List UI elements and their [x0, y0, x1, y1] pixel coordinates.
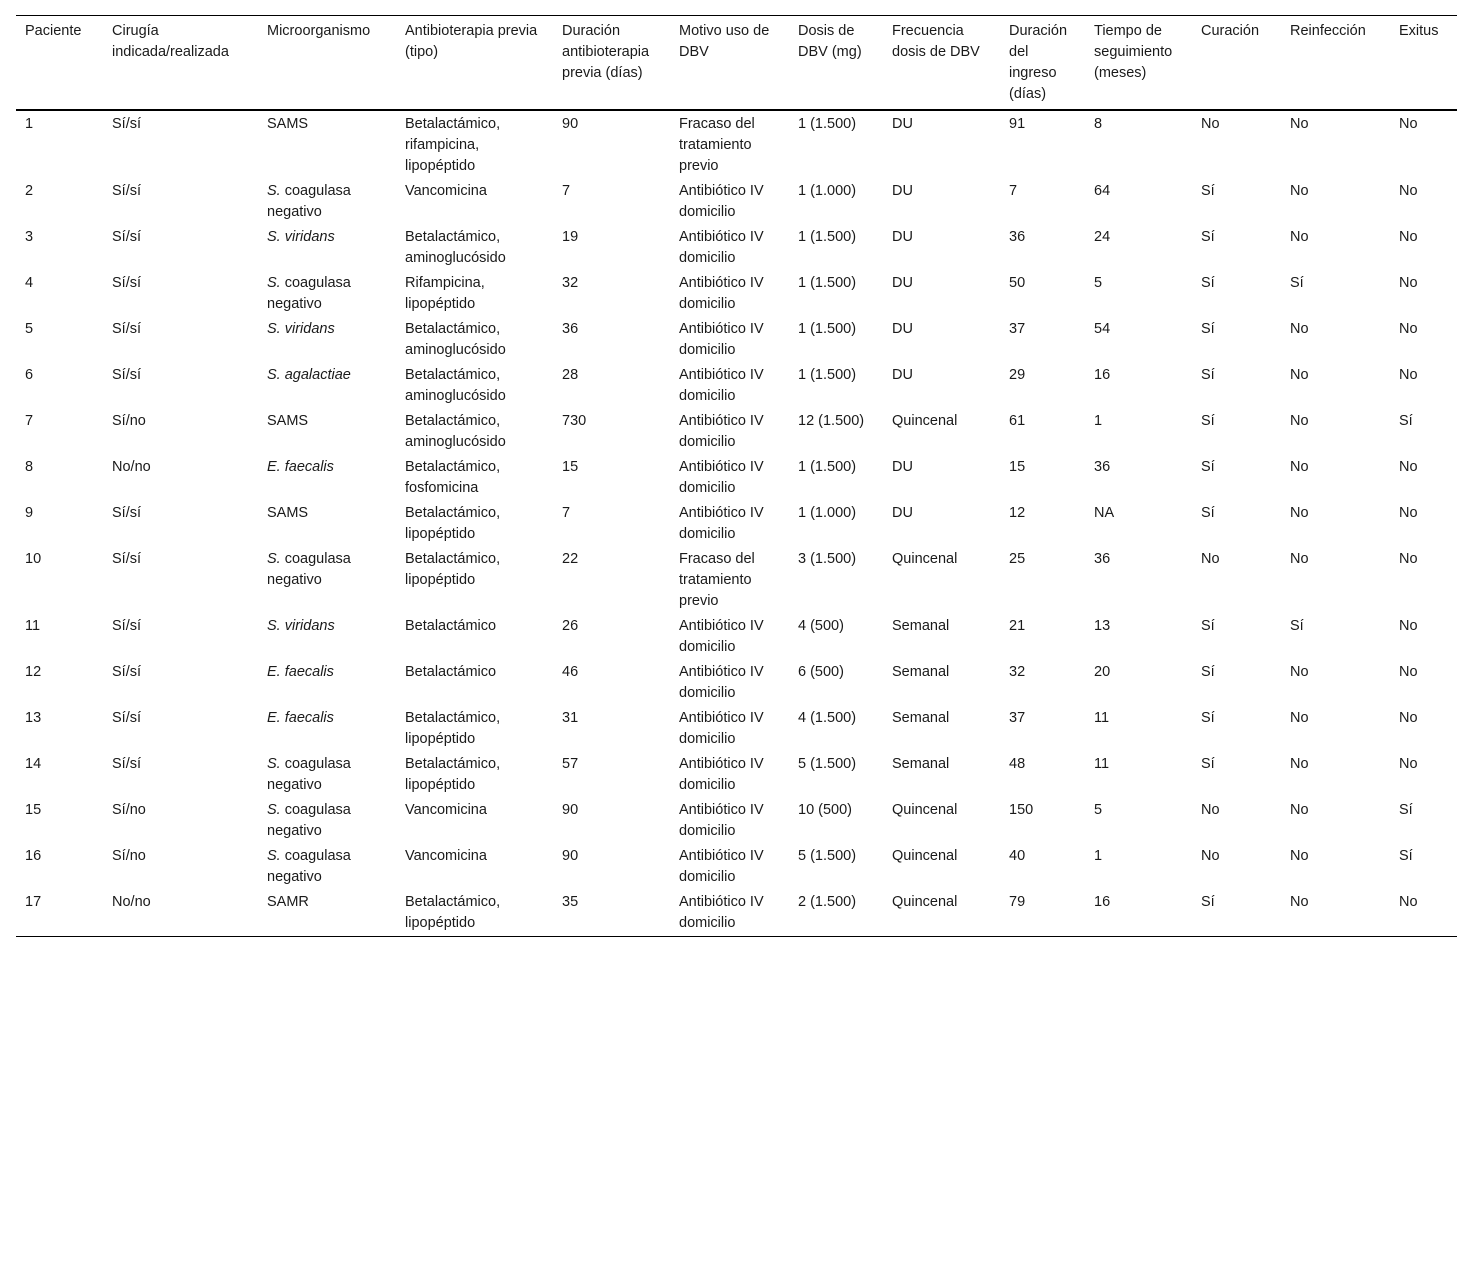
cell-dosis: 1 (1.500) — [798, 321, 857, 337]
cell-dosis: 1 (1.000) — [798, 183, 857, 199]
cell-duracion-antibioterapia: 90 — [562, 848, 579, 864]
cell-exitus: No — [1399, 459, 1418, 475]
cell-seguimiento: 36 — [1094, 459, 1111, 475]
column-header-paciente: Paciente — [25, 23, 82, 39]
microorganism-rest: coagulasa negativo — [267, 848, 351, 885]
table-row — [16, 798, 1457, 844]
cell-microorganismo — [258, 110, 396, 179]
cell-dosis: 1 (1.500) — [798, 367, 857, 383]
cell-microorganismo — [258, 317, 396, 363]
cell-curacion: Sí — [1201, 367, 1215, 383]
cell-seguimiento: 54 — [1094, 321, 1111, 337]
microorganism-italic: S. — [267, 551, 281, 567]
cell-dosis: 4 (1.500) — [798, 710, 857, 726]
cell-motivo: Antibiótico IV domicilio — [679, 710, 764, 747]
cell-cirugia: Sí/sí — [112, 321, 142, 337]
cell-motivo: Antibiótico IV domicilio — [679, 367, 764, 404]
cell-frecuencia: DU — [892, 183, 913, 199]
cell-reinfeccion: No — [1290, 894, 1309, 910]
cell-cirugia: Sí/sí — [112, 116, 142, 132]
cell-curacion: Sí — [1201, 710, 1215, 726]
table-row — [16, 271, 1457, 317]
cell-motivo: Antibiótico IV domicilio — [679, 618, 764, 655]
cell-curacion: Sí — [1201, 229, 1215, 245]
table-row — [16, 614, 1457, 660]
table-body — [16, 110, 1457, 937]
cell-curacion: Sí — [1201, 618, 1215, 634]
cell-curacion: Sí — [1201, 321, 1215, 337]
cell-microorganismo — [258, 225, 396, 271]
microorganism-italic: S. — [267, 756, 281, 772]
cell-reinfeccion: No — [1290, 710, 1309, 726]
cell-motivo: Antibiótico IV domicilio — [679, 413, 764, 450]
microorganism-italic: S. agalactiae — [267, 367, 351, 383]
cell-reinfeccion: No — [1290, 183, 1309, 199]
table-row — [16, 455, 1457, 501]
cell-dosis: 1 (1.500) — [798, 275, 857, 291]
cell-duracion-antibioterapia: 36 — [562, 321, 579, 337]
cell-motivo: Fracaso del tratamiento previo — [679, 551, 755, 609]
cell-duracion-ingreso: 32 — [1009, 664, 1026, 680]
cell-duracion-ingreso: 150 — [1009, 802, 1034, 818]
column-header-curacion: Curación — [1201, 23, 1260, 39]
cell-duracion-ingreso: 7 — [1009, 183, 1018, 199]
cell-cirugia: Sí/no — [112, 848, 146, 864]
cell-curacion: Sí — [1201, 664, 1215, 680]
table-row — [16, 501, 1457, 547]
cell-motivo: Antibiótico IV domicilio — [679, 848, 764, 885]
cell-duracion-antibioterapia: 28 — [562, 367, 579, 383]
microorganism-italic: S. viridans — [267, 229, 335, 245]
cell-exitus: No — [1399, 321, 1418, 337]
cell-dosis: 4 (500) — [798, 618, 844, 634]
table-row — [16, 890, 1457, 937]
cell-reinfeccion: No — [1290, 367, 1309, 383]
microorganism-italic: S. — [267, 275, 281, 291]
cell-dosis: 2 (1.500) — [798, 894, 857, 910]
cell-exitus: No — [1399, 551, 1418, 567]
cell-duracion-ingreso: 25 — [1009, 551, 1026, 567]
cell-dosis: 6 (500) — [798, 664, 844, 680]
cell-exitus: No — [1399, 664, 1418, 680]
table-row — [16, 660, 1457, 706]
cell-duracion-antibioterapia: 46 — [562, 664, 579, 680]
cell-antibioterapia: Betalactámico, lipopéptido — [405, 756, 501, 793]
cell-microorganismo — [258, 547, 396, 614]
table-row — [16, 706, 1457, 752]
cell-antibioterapia: Betalactámico — [405, 664, 497, 680]
cell-antibioterapia: Betalactámico, lipopéptido — [405, 894, 501, 931]
cell-antibioterapia: Betalactámico, fosfomicina — [405, 459, 501, 496]
cell-reinfeccion: No — [1290, 848, 1309, 864]
cell-exitus: No — [1399, 229, 1418, 245]
microorganism-rest: SAMR — [267, 894, 309, 910]
column-header-seguimiento: Tiempo de seguimiento (meses) — [1094, 23, 1173, 81]
cell-duracion-ingreso: 37 — [1009, 710, 1026, 726]
microorganism-rest: SAMS — [267, 413, 309, 429]
cell-duracion-ingreso: 29 — [1009, 367, 1026, 383]
table-header — [16, 16, 1457, 111]
cell-cirugia: Sí/sí — [112, 618, 142, 634]
cell-microorganismo — [258, 455, 396, 501]
cell-reinfeccion: No — [1290, 459, 1309, 475]
microorganism-rest: coagulasa negativo — [267, 183, 351, 220]
microorganism-italic: S. — [267, 802, 281, 818]
cell-duracion-ingreso: 36 — [1009, 229, 1026, 245]
cell-paciente: 2 — [25, 183, 34, 199]
cell-microorganismo — [258, 798, 396, 844]
cell-microorganismo — [258, 501, 396, 547]
cell-seguimiento: 11 — [1094, 710, 1110, 726]
cell-microorganismo — [258, 363, 396, 409]
cell-motivo: Antibiótico IV domicilio — [679, 183, 764, 220]
cell-duracion-antibioterapia: 35 — [562, 894, 579, 910]
cell-antibioterapia: Betalactámico, aminoglucósido — [405, 367, 506, 404]
cell-cirugia: Sí/sí — [112, 756, 142, 772]
column-header-motivo: Motivo uso de DBV — [679, 23, 770, 60]
column-header-reinfeccion: Reinfección — [1290, 23, 1366, 39]
cell-frecuencia: DU — [892, 275, 913, 291]
cell-reinfeccion: No — [1290, 321, 1309, 337]
cell-motivo: Antibiótico IV domicilio — [679, 459, 764, 496]
cell-seguimiento: 16 — [1094, 894, 1111, 910]
table-row — [16, 547, 1457, 614]
cell-duracion-antibioterapia: 730 — [562, 413, 587, 429]
microorganism-italic: S. — [267, 183, 281, 199]
cell-motivo: Fracaso del tratamiento previo — [679, 116, 755, 174]
cell-reinfeccion: No — [1290, 229, 1309, 245]
cell-duracion-antibioterapia: 19 — [562, 229, 579, 245]
cell-reinfeccion: No — [1290, 664, 1309, 680]
table-row — [16, 317, 1457, 363]
cell-curacion: Sí — [1201, 413, 1215, 429]
cell-seguimiento: 13 — [1094, 618, 1111, 634]
cell-curacion: Sí — [1201, 275, 1215, 291]
cell-cirugia: Sí/sí — [112, 229, 142, 245]
cell-microorganismo — [258, 890, 396, 937]
microorganism-rest: SAMS — [267, 505, 309, 521]
table-row — [16, 409, 1457, 455]
microorganism-rest: coagulasa negativo — [267, 802, 351, 839]
cell-seguimiento: 1 — [1094, 848, 1103, 864]
cell-frecuencia: Quincenal — [892, 802, 958, 818]
cell-motivo: Antibiótico IV domicilio — [679, 756, 764, 793]
cell-paciente: 11 — [25, 618, 41, 634]
cell-duracion-antibioterapia: 7 — [562, 505, 571, 521]
microorganism-rest: coagulasa negativo — [267, 756, 351, 793]
cell-paciente: 13 — [25, 710, 42, 726]
cell-curacion: No — [1201, 802, 1220, 818]
cell-exitus: No — [1399, 183, 1418, 199]
cell-microorganismo — [258, 271, 396, 317]
microorganism-italic: E. faecalis — [267, 664, 334, 680]
cell-paciente: 12 — [25, 664, 42, 680]
cell-dosis: 10 (500) — [798, 802, 853, 818]
cell-seguimiento: 24 — [1094, 229, 1111, 245]
cell-frecuencia: DU — [892, 321, 913, 337]
cell-seguimiento: 5 — [1094, 802, 1103, 818]
cell-dosis: 1 (1.500) — [798, 459, 857, 475]
cell-dosis: 1 (1.000) — [798, 505, 857, 521]
cell-exitus: No — [1399, 505, 1418, 521]
cell-paciente: 10 — [25, 551, 42, 567]
cell-frecuencia: DU — [892, 116, 913, 132]
cell-cirugia: Sí/sí — [112, 505, 142, 521]
cell-antibioterapia: Vancomicina — [405, 848, 487, 864]
cell-reinfeccion: Sí — [1290, 275, 1304, 291]
cell-paciente: 16 — [25, 848, 42, 864]
cell-microorganismo — [258, 614, 396, 660]
cell-duracion-ingreso: 15 — [1009, 459, 1026, 475]
cell-exitus: No — [1399, 116, 1418, 132]
cell-motivo: Antibiótico IV domicilio — [679, 505, 764, 542]
cell-reinfeccion: No — [1290, 551, 1309, 567]
cell-reinfeccion: No — [1290, 505, 1309, 521]
cell-dosis: 3 (1.500) — [798, 551, 857, 567]
cell-frecuencia: DU — [892, 505, 913, 521]
cell-cirugia: No/no — [112, 459, 151, 475]
cell-duracion-antibioterapia: 15 — [562, 459, 579, 475]
microorganism-italic: S. viridans — [267, 321, 335, 337]
cell-paciente: 9 — [25, 505, 34, 521]
cell-duracion-ingreso: 37 — [1009, 321, 1026, 337]
cell-duracion-antibioterapia: 22 — [562, 551, 579, 567]
cell-duracion-ingreso: 79 — [1009, 894, 1026, 910]
cell-antibioterapia: Betalactámico — [405, 618, 497, 634]
cell-cirugia: Sí/sí — [112, 367, 142, 383]
cell-paciente: 6 — [25, 367, 34, 383]
cell-exitus: No — [1399, 367, 1418, 383]
cell-dosis: 5 (1.500) — [798, 756, 857, 772]
cell-antibioterapia: Betalactámico, aminoglucósido — [405, 229, 506, 266]
cell-exitus: No — [1399, 618, 1418, 634]
cell-duracion-ingreso: 91 — [1009, 116, 1026, 132]
column-header-dosis: Dosis de DBV (mg) — [798, 23, 862, 60]
cell-curacion: Sí — [1201, 894, 1215, 910]
column-header-duracion-ingreso: Duración del ingreso (días) — [1009, 23, 1068, 102]
cell-duracion-ingreso: 61 — [1009, 413, 1026, 429]
cell-paciente: 17 — [25, 894, 42, 910]
table-row — [16, 844, 1457, 890]
cell-duracion-ingreso: 40 — [1009, 848, 1026, 864]
data-table — [16, 15, 1457, 937]
cell-curacion: No — [1201, 848, 1220, 864]
cell-exitus: No — [1399, 710, 1418, 726]
cell-reinfeccion: No — [1290, 756, 1309, 772]
cell-frecuencia: Semanal — [892, 710, 950, 726]
cell-reinfeccion: No — [1290, 802, 1309, 818]
cell-motivo: Antibiótico IV domicilio — [679, 321, 764, 358]
cell-curacion: Sí — [1201, 756, 1215, 772]
column-header-microorganismo: Microorganismo — [267, 23, 371, 39]
cell-microorganismo — [258, 409, 396, 455]
cell-antibioterapia: Vancomicina — [405, 802, 487, 818]
microorganism-italic: E. faecalis — [267, 459, 334, 475]
cell-paciente: 8 — [25, 459, 34, 475]
cell-cirugia: Sí/sí — [112, 551, 142, 567]
cell-cirugia: Sí/no — [112, 802, 146, 818]
cell-exitus: Sí — [1399, 802, 1413, 818]
cell-frecuencia: DU — [892, 459, 913, 475]
cell-microorganismo — [258, 179, 396, 225]
column-header-antibioterapia: Antibioterapia previa (tipo) — [405, 23, 538, 60]
table-row — [16, 179, 1457, 225]
cell-cirugia: Sí/sí — [112, 183, 142, 199]
cell-motivo: Antibiótico IV domicilio — [679, 275, 764, 312]
column-header-frecuencia: Frecuencia dosis de DBV — [892, 23, 980, 60]
cell-antibioterapia: Betalactámico, rifampicina, lipopéptido — [405, 116, 501, 174]
table-container — [16, 15, 1457, 937]
cell-antibioterapia: Betalactámico, aminoglucósido — [405, 413, 506, 450]
cell-duracion-antibioterapia: 90 — [562, 116, 579, 132]
cell-paciente: 1 — [25, 116, 34, 132]
cell-microorganismo — [258, 752, 396, 798]
cell-frecuencia: Quincenal — [892, 551, 958, 567]
cell-antibioterapia: Betalactámico, lipopéptido — [405, 505, 501, 542]
cell-seguimiento: 64 — [1094, 183, 1111, 199]
cell-curacion: Sí — [1201, 459, 1215, 475]
cell-seguimiento: 5 — [1094, 275, 1103, 291]
cell-seguimiento: 8 — [1094, 116, 1103, 132]
cell-microorganismo — [258, 660, 396, 706]
cell-duracion-antibioterapia: 32 — [562, 275, 579, 291]
cell-frecuencia: Quincenal — [892, 413, 958, 429]
cell-cirugia: Sí/no — [112, 413, 146, 429]
cell-antibioterapia: Rifampicina, lipopéptido — [405, 275, 485, 312]
microorganism-rest: coagulasa negativo — [267, 275, 351, 312]
cell-dosis: 12 (1.500) — [798, 413, 865, 429]
cell-motivo: Antibiótico IV domicilio — [679, 664, 764, 701]
cell-dosis: 5 (1.500) — [798, 848, 857, 864]
cell-duracion-ingreso: 12 — [1009, 505, 1026, 521]
cell-frecuencia: Semanal — [892, 664, 950, 680]
cell-cirugia: No/no — [112, 894, 151, 910]
cell-antibioterapia: Betalactámico, lipopéptido — [405, 710, 501, 747]
cell-seguimiento: 16 — [1094, 367, 1111, 383]
cell-paciente: 14 — [25, 756, 42, 772]
header-row — [16, 16, 1457, 111]
cell-curacion: No — [1201, 551, 1220, 567]
cell-cirugia: Sí/sí — [112, 275, 142, 291]
cell-reinfeccion: Sí — [1290, 618, 1304, 634]
table-row — [16, 752, 1457, 798]
cell-paciente: 3 — [25, 229, 34, 245]
cell-microorganismo — [258, 706, 396, 752]
cell-dosis: 1 (1.500) — [798, 229, 857, 245]
column-header-cirugia: Cirugía indicada/realizada — [112, 23, 229, 60]
cell-seguimiento: 20 — [1094, 664, 1111, 680]
table-row — [16, 363, 1457, 409]
cell-motivo: Antibiótico IV domicilio — [679, 229, 764, 266]
cell-curacion: No — [1201, 116, 1220, 132]
cell-seguimiento: NA — [1094, 505, 1115, 521]
cell-exitus: No — [1399, 756, 1418, 772]
cell-duracion-ingreso: 48 — [1009, 756, 1026, 772]
cell-exitus: No — [1399, 894, 1418, 910]
cell-microorganismo — [258, 844, 396, 890]
cell-cirugia: Sí/sí — [112, 664, 142, 680]
cell-duracion-antibioterapia: 7 — [562, 183, 571, 199]
microorganism-italic: E. faecalis — [267, 710, 334, 726]
cell-curacion: Sí — [1201, 505, 1215, 521]
cell-antibioterapia: Betalactámico, lipopéptido — [405, 551, 501, 588]
microorganism-rest: SAMS — [267, 116, 309, 132]
cell-paciente: 5 — [25, 321, 34, 337]
cell-exitus: Sí — [1399, 413, 1413, 429]
cell-frecuencia: Semanal — [892, 618, 950, 634]
cell-paciente: 4 — [25, 275, 34, 291]
column-header-exitus: Exitus — [1399, 23, 1439, 39]
cell-duracion-ingreso: 50 — [1009, 275, 1026, 291]
cell-frecuencia: Quincenal — [892, 894, 958, 910]
cell-cirugia: Sí/sí — [112, 710, 142, 726]
cell-paciente: 7 — [25, 413, 34, 429]
cell-duracion-antibioterapia: 26 — [562, 618, 579, 634]
cell-motivo: Antibiótico IV domicilio — [679, 894, 764, 931]
cell-frecuencia: Quincenal — [892, 848, 958, 864]
cell-seguimiento: 1 — [1094, 413, 1103, 429]
microorganism-italic: S. — [267, 848, 281, 864]
cell-motivo: Antibiótico IV domicilio — [679, 802, 764, 839]
cell-reinfeccion: No — [1290, 116, 1309, 132]
cell-duracion-antibioterapia: 90 — [562, 802, 579, 818]
cell-duracion-antibioterapia: 31 — [562, 710, 579, 726]
cell-exitus: No — [1399, 275, 1418, 291]
microorganism-italic: S. viridans — [267, 618, 335, 634]
cell-exitus: Sí — [1399, 848, 1413, 864]
column-header-duracion-antibioterapia: Duración antibioterapia previa (días) — [562, 23, 650, 81]
cell-reinfeccion: No — [1290, 413, 1309, 429]
cell-duracion-antibioterapia: 57 — [562, 756, 579, 772]
cell-antibioterapia: Vancomicina — [405, 183, 487, 199]
table-row — [16, 225, 1457, 271]
microorganism-rest: coagulasa negativo — [267, 551, 351, 588]
cell-duracion-ingreso: 21 — [1009, 618, 1026, 634]
cell-frecuencia: Semanal — [892, 756, 950, 772]
table-row — [16, 110, 1457, 179]
cell-paciente: 15 — [25, 802, 42, 818]
cell-dosis: 1 (1.500) — [798, 116, 857, 132]
cell-frecuencia: DU — [892, 229, 913, 245]
cell-seguimiento: 11 — [1094, 756, 1110, 772]
cell-curacion: Sí — [1201, 183, 1215, 199]
cell-seguimiento: 36 — [1094, 551, 1111, 567]
cell-antibioterapia: Betalactámico, aminoglucósido — [405, 321, 506, 358]
cell-frecuencia: DU — [892, 367, 913, 383]
